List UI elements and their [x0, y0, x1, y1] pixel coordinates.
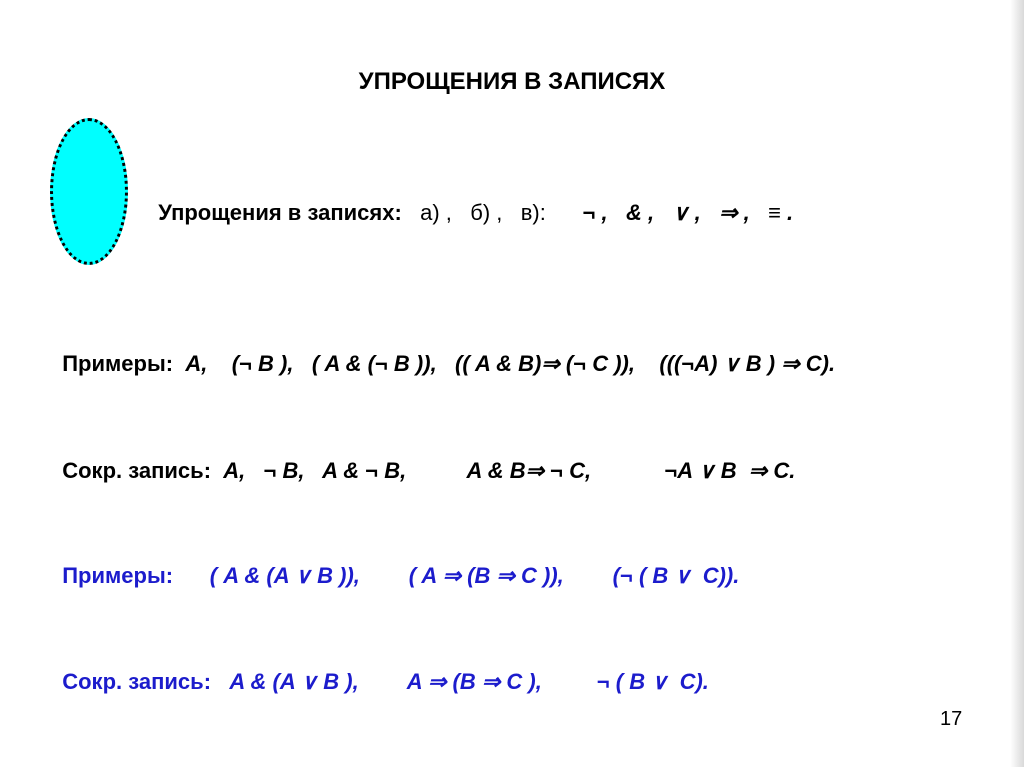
short-expr-2: A & (A ∨ B ), A ⇒ (B ⇒ C ), ¬ ( B ∨ C). [229, 669, 709, 694]
slide-edge-shadow [1010, 0, 1024, 767]
short-line-2 [50, 649, 709, 693]
short-label-1: Сокр. запись: [62, 458, 212, 483]
examples-line-2 [50, 543, 739, 587]
short-expr-1: A, ¬ B, A & ¬ B, A & B⇒ ¬ C, ¬A ∨ B ⇒ C. [223, 458, 796, 483]
examples-expr-2: ( A & (A ∨ B )), ( A ⇒ (B ⇒ C )), (¬ ( B ∨ C)). [209, 563, 740, 588]
intro-label: Упрощения в записях: [158, 200, 402, 225]
short-label-2: Сокр. запись: [62, 669, 212, 694]
cyan-oval-shape [50, 118, 128, 265]
examples-label-2: Примеры: [62, 563, 174, 588]
examples-line-1 [50, 331, 835, 375]
intro-line [146, 180, 793, 224]
short-line-1 [50, 438, 795, 482]
intro-symbols: ¬ , & , ∨ , ⇒ , ≡ . [582, 200, 794, 225]
intro-items: а) , б) , в): [420, 200, 546, 225]
examples-label-1: Примеры: [62, 351, 174, 376]
slide-title: УПРОЩЕНИЯ В ЗАПИСЯХ [358, 68, 666, 95]
page-number: 17 [940, 708, 963, 730]
examples-expr-1: A, (¬ B ), ( A & (¬ B )), (( A & B)⇒ (¬ C )), (((¬A) ∨ B ) ⇒ C). [185, 351, 836, 376]
